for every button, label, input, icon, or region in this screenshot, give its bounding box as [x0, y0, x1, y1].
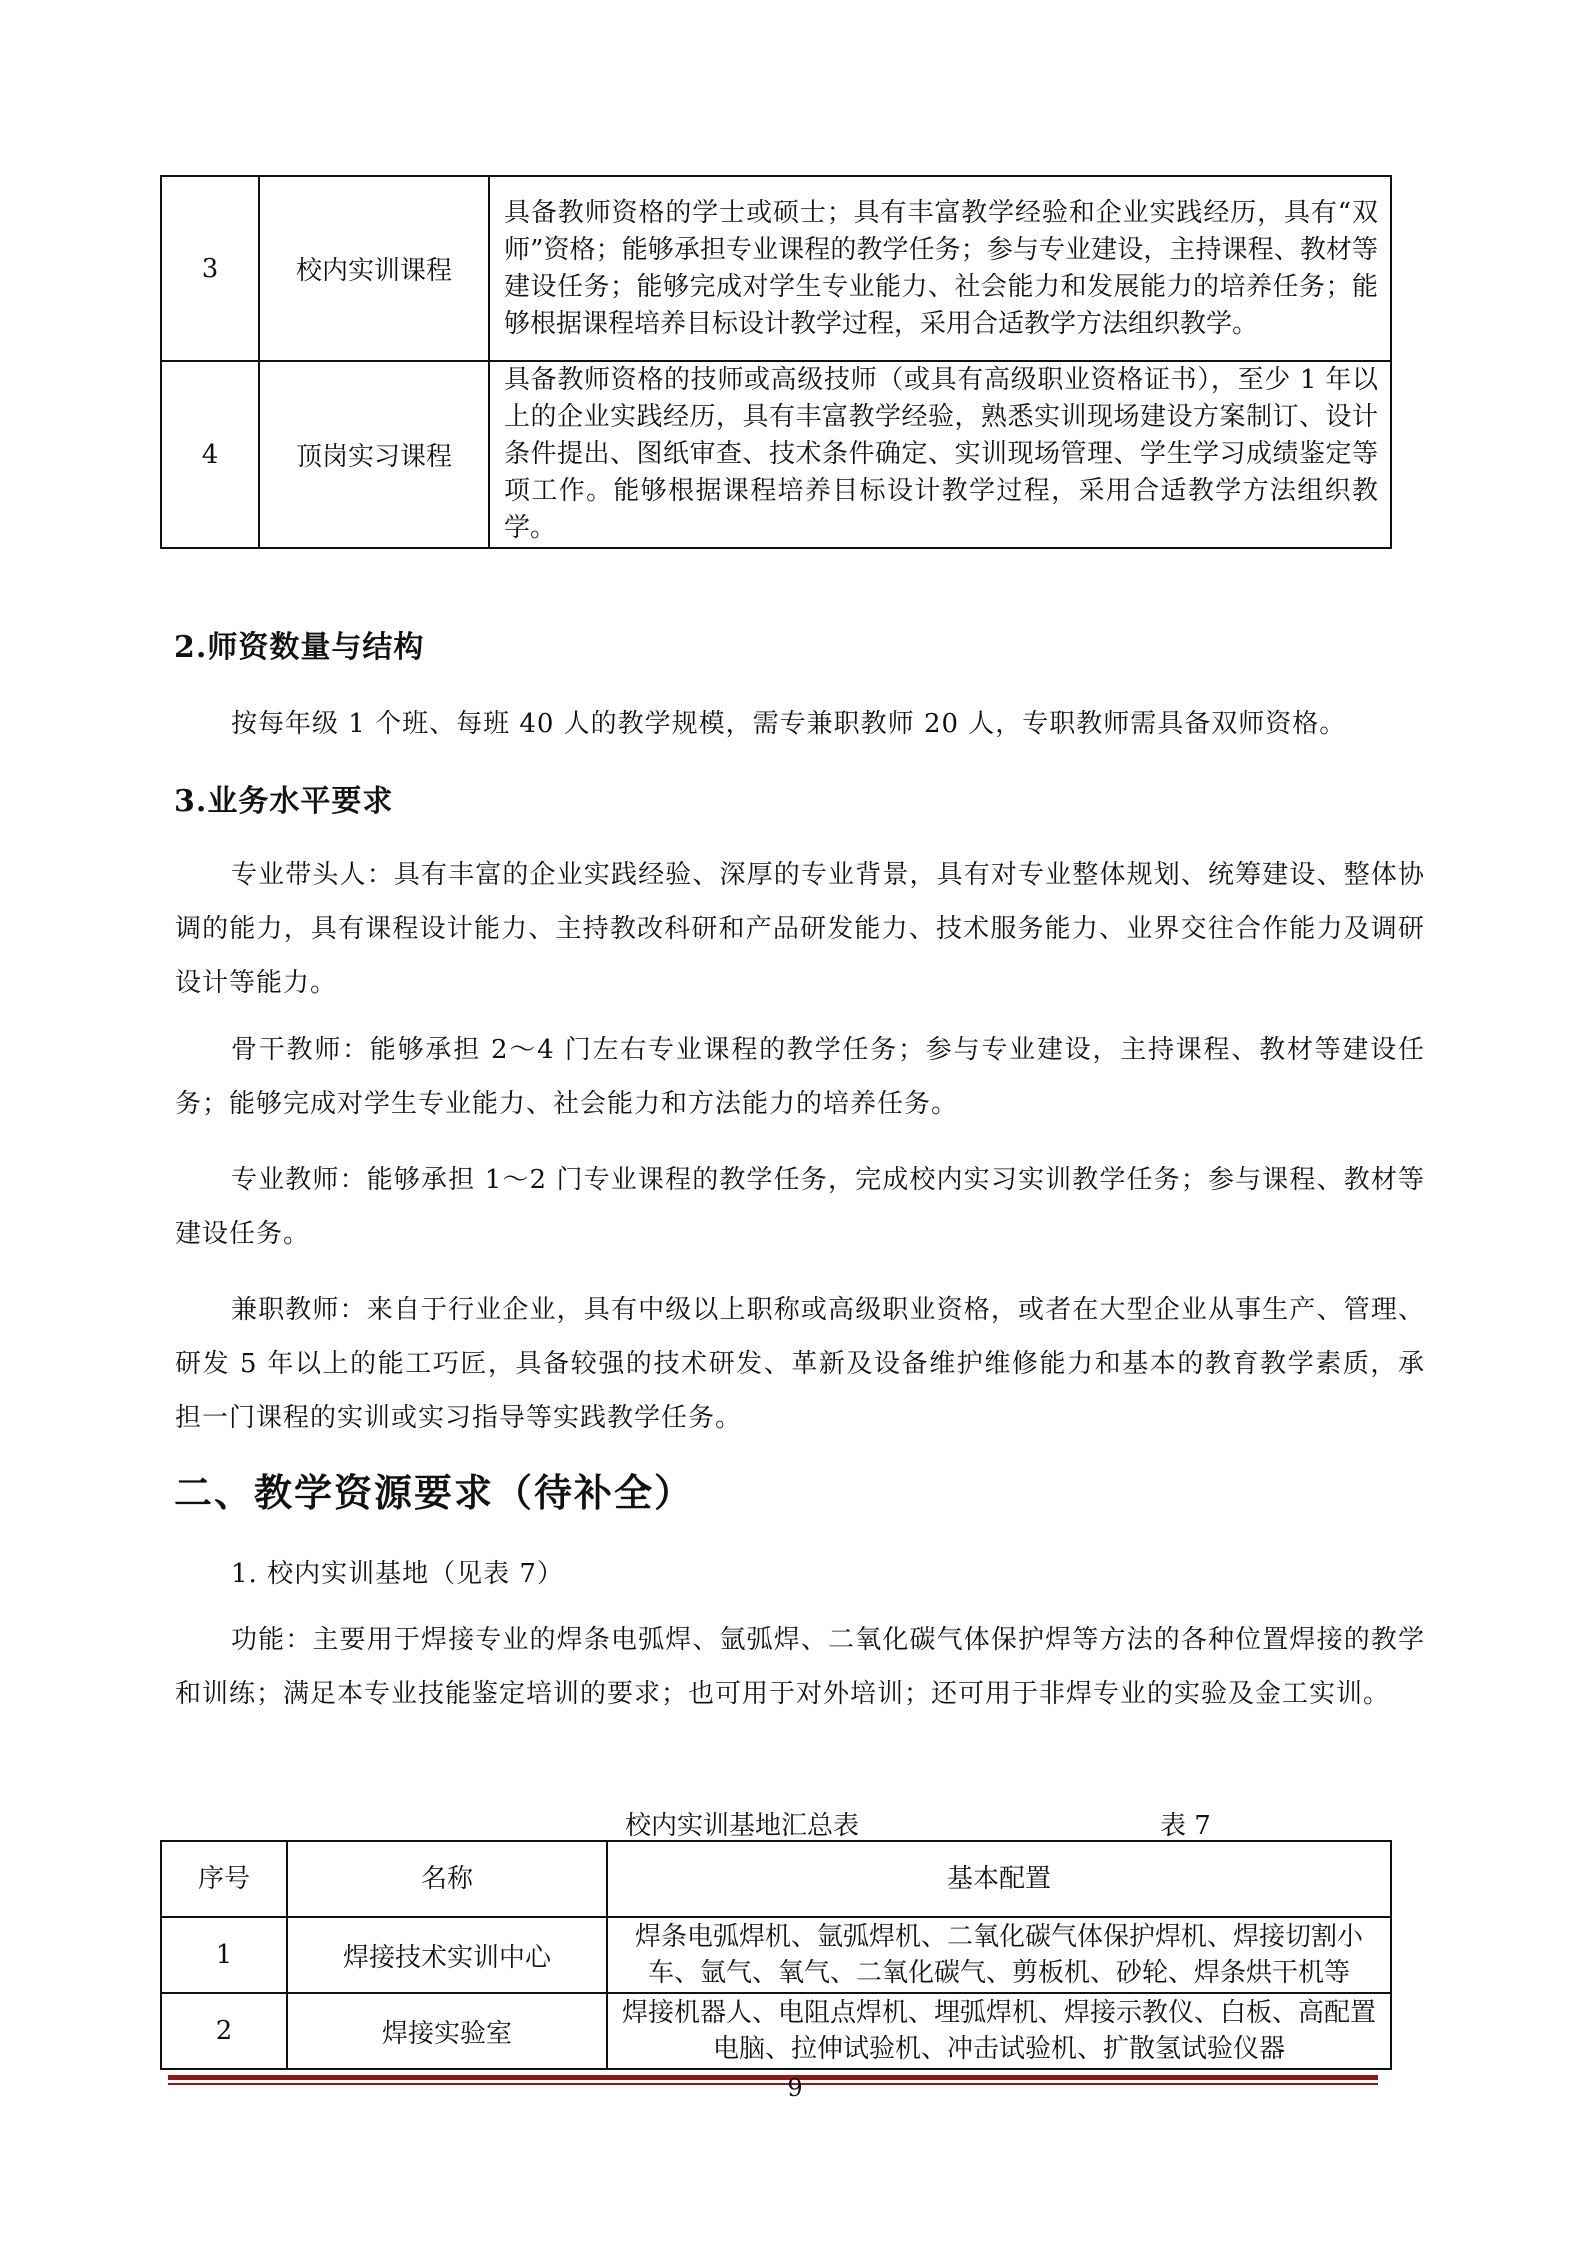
footer-rule-thin	[168, 2083, 1378, 2085]
page-number: 9	[787, 2074, 803, 2102]
teacher-requirements-table	[160, 175, 1392, 549]
table-row	[161, 1993, 1391, 2069]
teacher-count-paragraph: 按每年级 1 个班、每班 40 人的教学规模，需专兼职教师 20 人，专职教师需具备双师资格。	[231, 709, 1347, 739]
table-row	[161, 1917, 1391, 1993]
section-heading-business: 3.业务水平要求	[174, 784, 394, 819]
professional-teacher-paragraph: 专业教师：能够承担 1～2 门专业课程的教学任务，完成校内实习实训教学任务；参与课程、教材等建设任务。	[175, 1165, 1425, 1249]
table-header-row	[161, 1841, 1391, 1917]
course-name: 顶岗实习课程	[259, 361, 489, 548]
row-number: 3	[161, 176, 259, 361]
row-number: 2	[161, 1993, 287, 2069]
row-number: 4	[161, 361, 259, 548]
training-base-table	[160, 1840, 1392, 2070]
table-row	[161, 176, 1391, 361]
section-heading-teacher-count: 2.师资数量与结构	[174, 630, 425, 665]
table-title: 校内实训基地汇总表	[625, 1811, 860, 1841]
base-config: 焊接机器人、电阻点焊机、埋弧焊机、焊接示教仪、白板、高配置电脑、拉伸试验机、冲击试验机、扩散氢试验仪器	[607, 1993, 1391, 2069]
table-row	[161, 361, 1391, 548]
function-paragraph: 功能：主要用于焊接专业的焊条电弧焊、氩弧焊、二氧化碳气体保护焊等方法的各种位置焊接的教学和训练；满足本专业技能鉴定培训的要求；也可用于对外培训；还可用于非焊专业的实验及金工实训。	[175, 1625, 1425, 1709]
subsection-title-training-base: 1. 校内实训基地（见表 7）	[231, 1559, 564, 1589]
course-name: 校内实训课程	[259, 176, 489, 361]
chapter-heading-resources: 二、教学资源要求（待补全）	[174, 1470, 695, 1515]
footer-rule	[168, 2075, 1378, 2080]
backbone-teacher-paragraph: 骨干教师：能够承担 2～4 门左右专业课程的教学任务；参与专业建设，主持课程、教材等建设任务；能够完成对学生专业能力、社会能力和方法能力的培养任务。	[175, 1035, 1425, 1119]
leader-paragraph: 专业带头人：具有丰富的企业实践经验、深厚的专业背景，具有对专业整体规划、统筹建设、整体协调的能力，具有课程设计能力、主持教改科研和产品研发能力、技术服务能力、业界交往合作能力及调研设计等能力。	[175, 860, 1425, 998]
requirement-text: 具备教师资格的学士或硕士；具有丰富教学经验和企业实践经历，具有“双师”资格；能够承担专业课程的教学任务；参与专业建设，主持课程、教材等建设任务；能够完成对学生专业能力、社会能力和发展能力的培养任务；能够根据课程培养目标设计教学过程，采用合适教学方法组织教学。	[489, 176, 1391, 361]
header-no: 序号	[161, 1841, 287, 1917]
row-number: 1	[161, 1917, 287, 1993]
base-name: 焊接实验室	[287, 1993, 607, 2069]
header-name: 名称	[287, 1841, 607, 1917]
table-number: 表 7	[1160, 1811, 1211, 1841]
parttime-teacher-paragraph: 兼职教师：来自于行业企业，具有中级以上职称或高级职业资格，或者在大型企业从事生产、管理、研发 5 年以上的能工巧匠，具备较强的技术研发、革新及设备维护维修能力和基本的教育教学素质，承担一门课程的实训或实习指导等实践教学任务。	[175, 1295, 1425, 1433]
header-config: 基本配置	[607, 1841, 1391, 1917]
base-name: 焊接技术实训中心	[287, 1917, 607, 1993]
base-config: 焊条电弧焊机、氩弧焊机、二氧化碳气体保护焊机、焊接切割小车、氩气、氧气、二氧化碳气、剪板机、砂轮、焊条烘干机等	[607, 1917, 1391, 1993]
requirement-text: 具备教师资格的技师或高级技师（或具有高级职业资格证书），至少 1 年以上的企业实践经历，具有丰富教学经验，熟悉实训现场建设方案制订、设计条件提出、图纸审查、技术条件确定、实训现场管理、学生学习成绩鉴定等项工作。能够根据课程培养目标设计教学过程，采用合适教学方法组织教学。	[489, 361, 1391, 548]
